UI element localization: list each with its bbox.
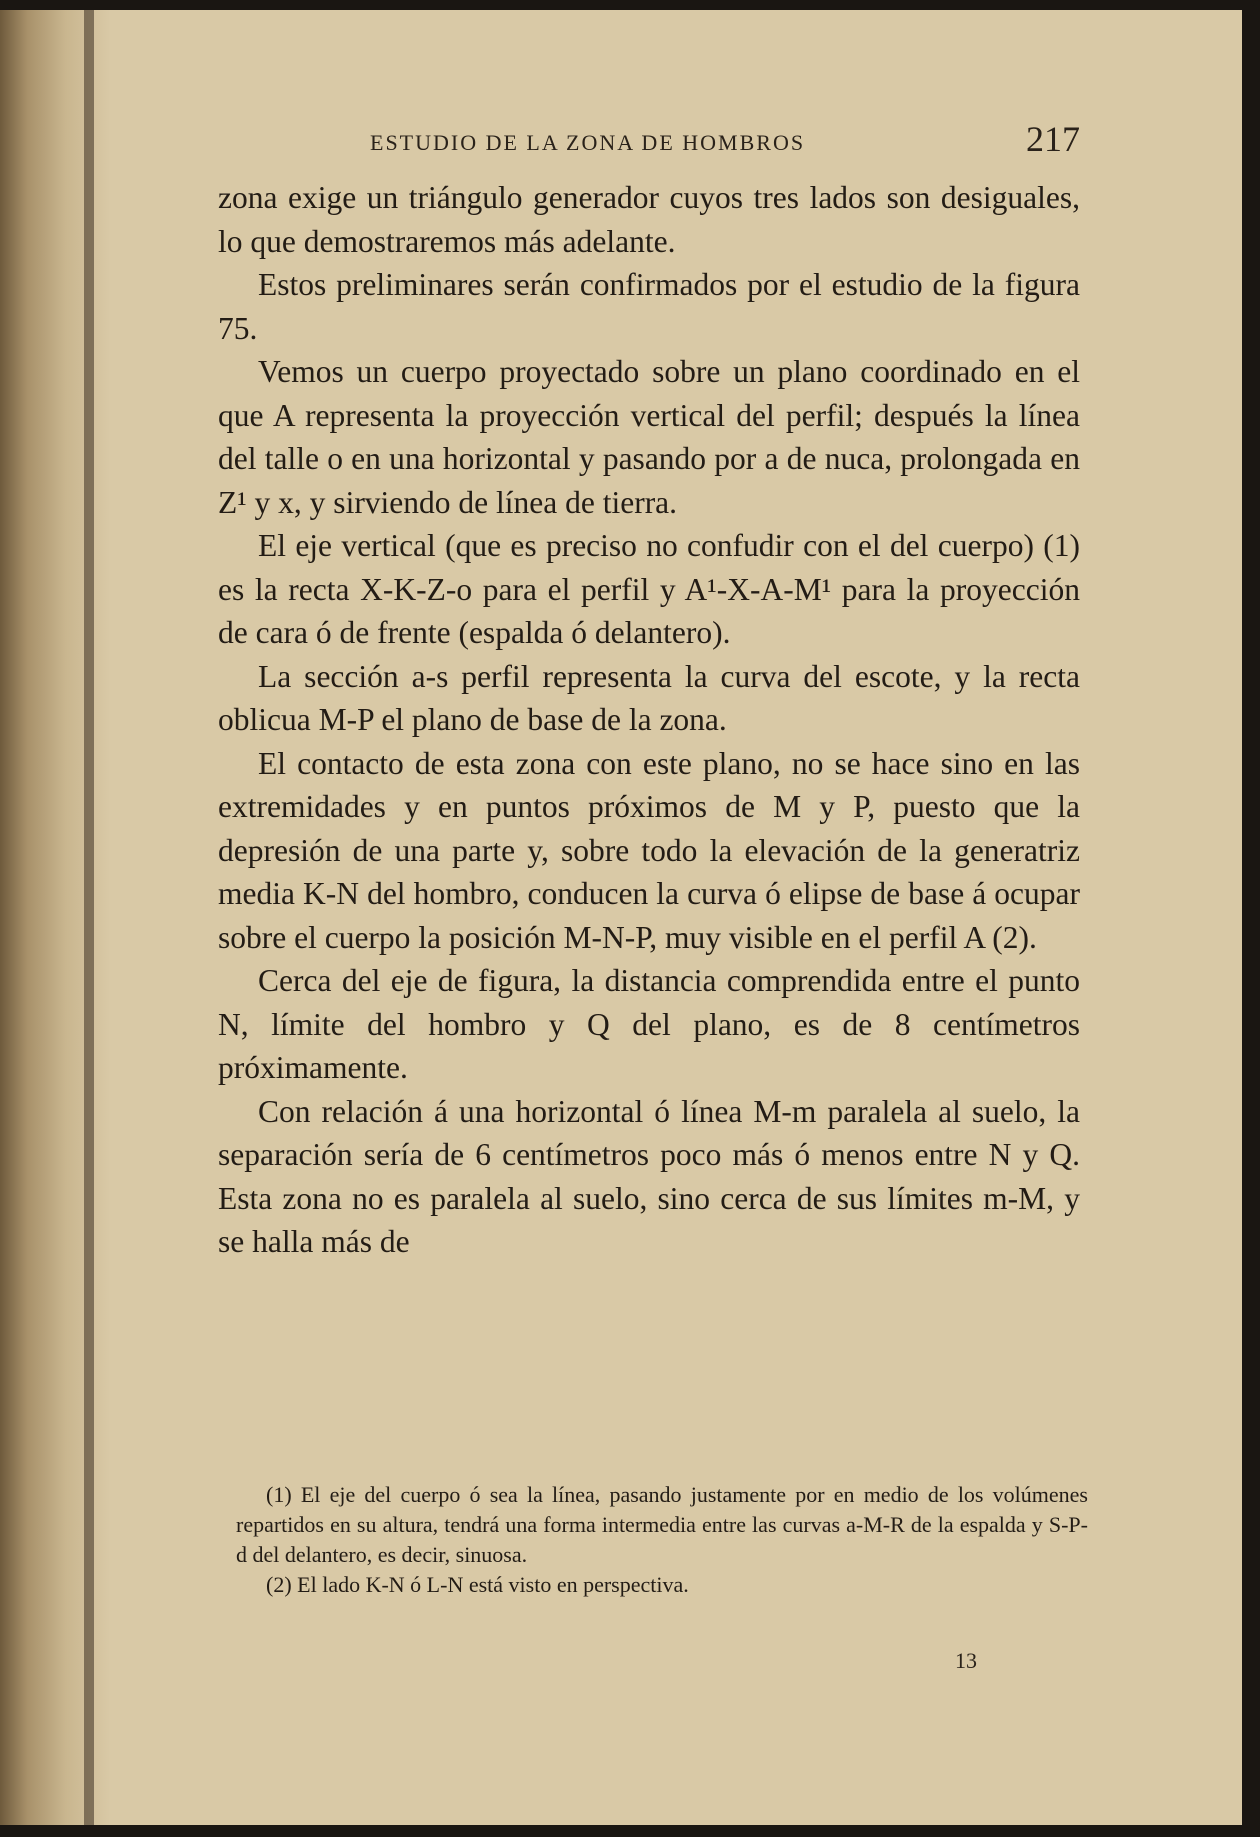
paragraph: Vemos un cuerpo proyectado sobre un plano coordinado en el que A representa la proyección vertical del perfil; después la línea del talle o en una horizontal y pasando por a de nuca, prolongada en Z¹ y x, y sirviendo de línea de tierra. bbox=[218, 354, 1080, 520]
binding-shadow bbox=[84, 0, 94, 1837]
paragraph: zona exige un triángulo generador cuyos tres lados son desiguales, lo que demostraremos más adelante. bbox=[218, 180, 1080, 259]
running-title: ESTUDIO DE LA ZONA DE HOMBROS bbox=[370, 130, 806, 155]
paragraph: Estos preliminares serán confirmados por el estudio de la figura 75. bbox=[218, 267, 1080, 346]
paragraph: Cerca del eje de figura, la distancia comprendida entre el punto N, límite del hombro y Q del plano, es de 8 centímetros próximamente. bbox=[218, 963, 1080, 1085]
scan-edge-bottom bbox=[0, 1825, 1260, 1837]
body-text bbox=[218, 176, 1080, 1264]
paragraph: Con relación á una horizontal ó línea M-m paralela al suelo, la separación sería de 6 centímetros poco más ó menos entre N y Q. Esta zona no es paralela al suelo, sino cerca de sus límites m-M, y se halla más de bbox=[218, 1093, 1080, 1259]
signature-mark: 13 bbox=[955, 1648, 977, 1673]
paragraph: El contacto de esta zona con este plano, no se hace sino en las extremidades y en puntos próximos de M y P, puesto que la depresión de una parte y, sobre todo la elevación de la generatriz media K-N del hombro, conducen la curva ó elipse de base á ocupar sobre el cuerpo la posición M-N-P, muy visible en el perfil A (2). bbox=[218, 745, 1080, 955]
footnote: (1) El eje del cuerpo ó sea la línea, pasando justamente por en medio de los volúmenes repartidos en su altura, tendrá una forma intermedia entre las curvas a-M-R de la espalda y S-P-d del delantero, es decir, sinuosa. bbox=[236, 1482, 1088, 1567]
footnotes bbox=[236, 1480, 1088, 1600]
paragraph: La sección a-s perfil representa la curva del escote, y la recta oblicua M-P el plano de base de la zona. bbox=[218, 658, 1080, 737]
scan-edge-top bbox=[0, 0, 1260, 10]
page-number: 217 bbox=[1026, 119, 1080, 159]
scan-edge-right bbox=[1242, 0, 1260, 1837]
page-header bbox=[370, 118, 1080, 168]
footnote: (2) El lado K-N ó L-N está visto en perspectiva. bbox=[266, 1572, 689, 1597]
paragraph: El eje vertical (que es preciso no confudir con el del cuerpo) (1) es la recta X-K-Z-o para el perfil y A¹-X-A-M¹ para la proyección de cara ó de frente (espalda ó delantero). bbox=[218, 528, 1080, 650]
